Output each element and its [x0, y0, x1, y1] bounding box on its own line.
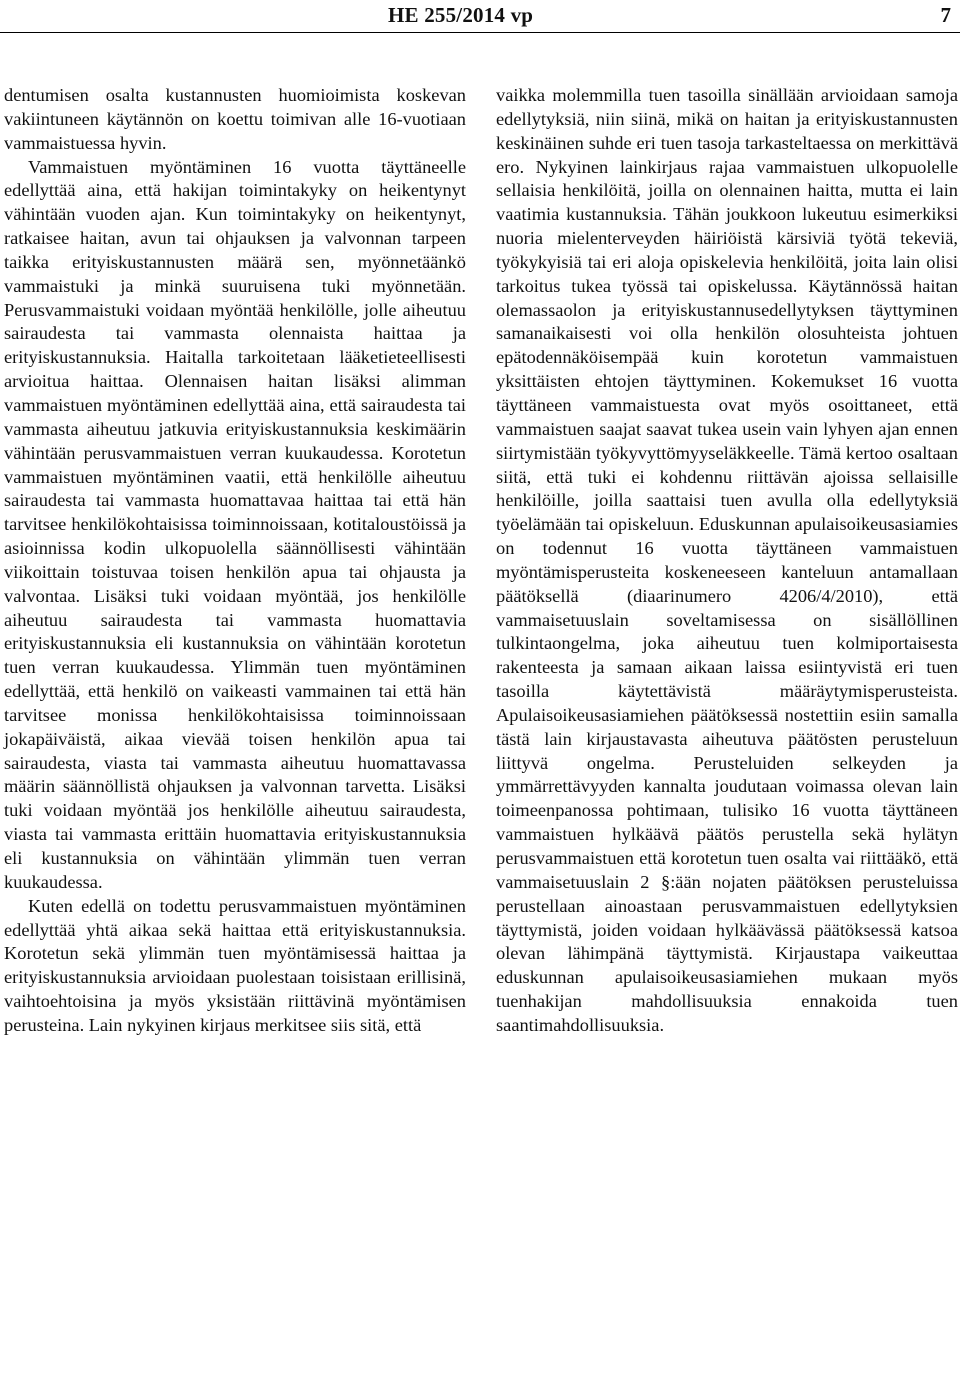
paragraph: Kuten edellä on todettu perusvammaistuen myöntäminen edellyttää yhtä aikaa sekä haittaa että erityiskustannuksia. Korotetun sekä ylimmän tuen myöntämisessä haittaa ja erityiskustannuksia arvioidaan puolestaan toisistaan erillisinä, vaihtoehtoisina ja myös yksistään riittävinä myöntämisen perusteina. Lain nykyinen kirjaus merkitsee siis sitä, että [4, 895, 466, 1035]
document-id: HE 255/2014 vp [388, 3, 534, 27]
page-number: 7 [940, 3, 951, 27]
left-column [4, 84, 466, 1038]
page-header [0, 0, 960, 33]
paragraph: vaikka molemmilla tuen tasoilla sinällään arvioidaan samoja edellytyksiä, niin siinä, mikä on haitan ja erityiskustannusten keskinäinen suhde eri tuen tasoja tarkasteltaessa on merkittävä ero. Nykyinen lainkirjaus rajaa vammaistuen ulkopuolelle sellaisia henkilöitä, joilla on olennainen haitta, mutta ei lain vaatimia kustannuksia. Tähän joukkoon lukeutuu esimerkiksi nuoria mielenterveyden häiriöistä kärsiviä työtä tekeviä, työkykyisiä tai eri aloja opiskelevia henkilöitä, joita lain olisi tarkoitus tukea työssä tai opiskelussa. Käytännössä haitan olemassaolon ja erityiskustannusedellytyksen täyttyminen samanaikaisesti voi olla henkilön olosuhteista johtuen epätodennäköisempää kuin korotetun vammaistuen yksittäisten ehtojen täyttyminen. Kokemukset 16 vuotta täyttäneen vammaistuesta ovat myös osoittaneet, että vammaistuen saajat saavat tukea usein vain lyhyen ajan ennen siirtymistään työkyvyttömyyseläkkeelle. Tämä kertoo osaltaan siitä, että tuki ei kohdennu riittävän ajoissa sellaisille henkilöille, joilla saattaisi tuen avulla olla edellytyksiä työelämään tai opiskeluun. Eduskunnan apulaisoikeusasiamies on todennut 16 vuotta täyttäneen vammaistuen myöntämisperusteita koskeneeseen kanteluun antamallaan päätöksellä (diaarinumero 4206/4/2010), että vammaisetuuslain soveltamisessa on sisällöllinen tulkintaongelma, joka aiheutuu tuen kolmiportaisesta rakenteesta ja samaan aikaan laissa esiintyvistä eri tuen tasoilla käytettävistä määräytymisperusteista. Apulaisoikeusasiamiehen päätöksessä nostettiin esiin samalla tästä lain kirjaustavasta aiheutuva päätösten perusteluun liittyvä ongelma. Perusteluiden selkeyden ja ymmärrettävyyden kannalta joudutaan voimassa olevan lain toimeenpanossa pohtimaan, tulisiko 16 vuotta täyttäneen vammaistuen hylkäävä päätös perustella sekä hylätyn perusvammaistuen että korotetun tuen osalta vai riittääkö, että vammaisetuuslain 2 §:ään nojaten päätöksen perusteluissa perustellaan ainoastaan perusvammaistuen edellytyksien täyttymistä, joiden voidaan hylkäävässä päätöksessä katsoa olevan lähimpänä täyttymistä. Kirjaustapa vaikeuttaa eduskunnan apulaisoikeusasiamiehen mukaan myös tuenhakijan mahdollisuuksia ennakoida tuen saantimahdollisuuksia. [496, 85, 958, 1035]
paragraph: dentumisen osalta kustannusten huomioimista koskevan vakiintuneen käytännön on koettu toimivan alle 16-vuotiaan vammaistuessa hyvin. [4, 85, 466, 153]
paragraph: Vammaistuen myöntäminen 16 vuotta täyttäneelle edellyttää aina, että hakijan toimintakyky on heikentynyt vähintään vuoden ajan. Kun toimintakyky on heikentynyt, ratkaisee haitan, avun tai ohjauksen ja valvonnan tarpeen taikka erityiskustannusten määrä sen, myönnetäänkö vammaistuki ja minkä suuruisena tuki myönnetään. Perusvammaistuki voidaan myöntää henkilölle, jolle aiheutuu sairaudesta tai vammasta olennaista haittaa ja erityiskustannuksia. Haitalla tarkoitetaan lääketieteellisesti arvioitua haittaa. Olennaisen haitan lisäksi alimman vammaistuen myöntäminen edellyttää aina, että sairaudesta tai vammasta aiheutuu jatkuvia erityiskustannuksia keskimäärin vähintään perusvammaistuen verran kuukaudessa. Korotetun vammaistuen myöntäminen vaatii, että henkilölle aiheutuu sairaudesta tai vammasta huomattavaa haittaa tai että hän tarvitsee henkilökohtaisissa toiminnoissaan, kotitaloustöissä ja asioinnissa kodin ulkopuolella säännöllisesti vähintään viikoittain toistuvaa toisen henkilön apua tai ohjausta ja valvontaa. Lisäksi tuki voidaan myöntää, jos henkilölle aiheutuu sairaudesta tai vammasta huomattavia erityiskustannuksia eli kustannuksia on vähintään korotetun tuen verran kuukaudessa. Ylimmän tuen myöntäminen edellyttää, että henkilö on vaikeasti vammainen tai että hän tarvitsee monissa henkilökohtaisissa toiminnoissaan jokapäiväistä, aikaa vievää toisen henkilön apua tai sairaudesta, viasta tai vammasta aiheutuu huomattavassa määrin säännöllistä ohjauksen ja valvonnan tarvetta. Lisäksi tuki voidaan myöntää jos henkilölle aiheutuu sairaudesta, viasta tai vammasta erittäin huomattavia erityiskustannuksia eli kustannuksia on vähintään ylimmän tuen verran kuukaudessa. [4, 156, 466, 892]
right-column [496, 84, 958, 1038]
